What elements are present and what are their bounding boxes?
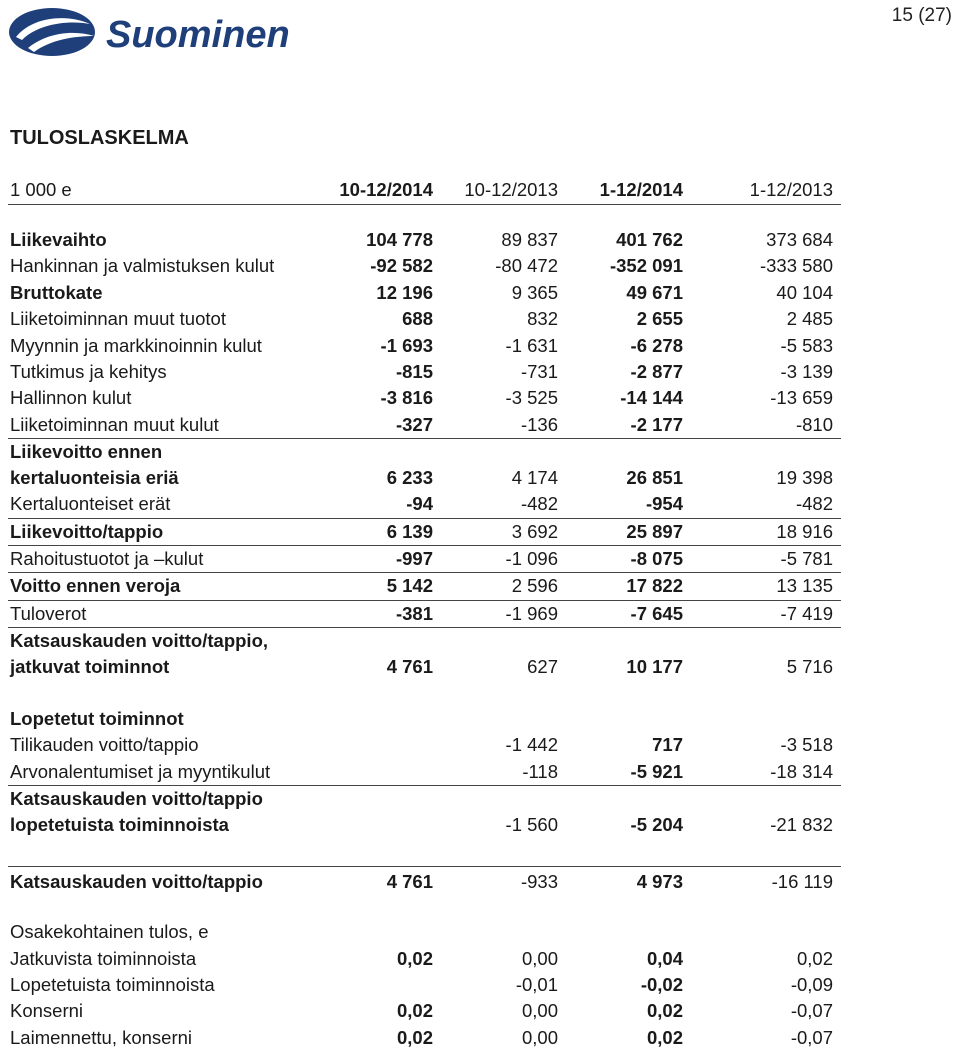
row-label: Myynnin ja markkinoinnin kulut [10, 334, 262, 356]
cell: -3 139 [780, 360, 833, 382]
cell: -333 580 [759, 255, 833, 277]
cell: 627 [527, 656, 558, 678]
cell: 688 [402, 308, 433, 330]
cell: 0,00 [521, 1026, 558, 1048]
cell: 4 174 [511, 467, 558, 489]
cell: -1 560 [505, 814, 558, 836]
table-row [8, 546, 841, 573]
row-label: Katsauskauden voitto/tappio lopetetuista toiminnoista [10, 788, 263, 836]
row-label: Katsauskauden voitto/tappio [10, 871, 263, 893]
logo-mark-icon [9, 8, 95, 56]
cell: -0,02 [640, 974, 683, 996]
cell: -2 177 [630, 413, 683, 435]
cell: 3 692 [511, 520, 558, 542]
cell: -1 442 [505, 734, 558, 756]
cell: -731 [520, 360, 558, 382]
cell: 25 897 [626, 520, 683, 542]
cell: 18 916 [776, 520, 833, 542]
table-row [8, 1025, 841, 1051]
cell: -1 631 [505, 334, 558, 356]
cell: 6 233 [386, 467, 433, 489]
row-label: Hankinnan ja valmistuksen kulut [10, 255, 275, 277]
cell: -136 [520, 413, 558, 435]
table-row [8, 227, 841, 253]
cell: 6 139 [386, 520, 433, 542]
col-header-3: 1-12/2014 [599, 179, 683, 200]
col-header-4: 1-12/2013 [749, 179, 833, 200]
table-row [8, 359, 841, 385]
cell: -1 096 [505, 547, 558, 569]
cell: 40 104 [776, 281, 833, 303]
col-header-1: 10-12/2014 [339, 179, 433, 200]
cell: -3 525 [505, 387, 558, 409]
row-label: Konserni [10, 1000, 84, 1022]
cell: 104 778 [366, 229, 433, 250]
cell: -933 [520, 871, 558, 893]
cell: 0,02 [396, 1000, 433, 1022]
cell: 0,04 [646, 947, 683, 969]
table-header [8, 172, 841, 205]
cell: 2 485 [786, 308, 833, 330]
cell: 0,02 [646, 1026, 683, 1048]
total-row [8, 867, 841, 897]
cell: -0,07 [790, 1000, 833, 1022]
row-label: Jatkuvista toiminnoista [10, 947, 197, 969]
cell: -13 659 [770, 387, 833, 409]
section-heading-discontinued [8, 706, 841, 732]
table-row [8, 786, 841, 838]
cell: -14 144 [620, 387, 683, 409]
table-row [8, 491, 841, 518]
cell: -810 [795, 413, 833, 435]
cell: -815 [395, 360, 433, 382]
cell: 0,02 [646, 1000, 683, 1022]
table-row [8, 519, 841, 546]
cell: 9 365 [511, 281, 558, 303]
cell: 2 655 [636, 308, 683, 330]
cell: 0,02 [396, 1026, 433, 1048]
row-label: Voitto ennen veroja [10, 575, 181, 597]
cell: 49 671 [626, 281, 683, 303]
cell: 5 142 [386, 575, 433, 597]
cell: -94 [406, 493, 433, 515]
cell: -16 119 [771, 871, 833, 893]
table-row [8, 628, 841, 680]
row-label: Rahoitustuotot ja –kulut [10, 547, 204, 569]
table-row [8, 412, 841, 439]
cell: -2 877 [630, 360, 683, 382]
table-row [8, 998, 841, 1024]
row-label: Liikevaihto [10, 229, 107, 250]
cell: 2 596 [511, 575, 558, 597]
cell: 4 973 [636, 871, 683, 893]
cell: -7 645 [630, 602, 683, 624]
cell: 0,00 [521, 947, 558, 969]
cell: -7 419 [780, 602, 833, 624]
cell: -118 [522, 760, 558, 782]
cell: 26 851 [626, 467, 683, 489]
row-label: Tutkimus ja kehitys [10, 360, 167, 382]
unit-label: 1 000 e [10, 179, 72, 200]
table-row [8, 439, 841, 491]
row-label: Tuloverot [10, 602, 87, 624]
cell: 12 196 [376, 281, 433, 303]
table-row [8, 280, 841, 306]
section-label: Lopetetut toiminnot [10, 708, 184, 730]
table-row [8, 333, 841, 359]
row-label: Lopetetuista toiminnoista [10, 974, 215, 996]
income-statement-table [8, 172, 841, 1051]
table-row [8, 972, 841, 998]
row-label: Tilikauden voitto/tappio [10, 734, 199, 756]
cell: 17 822 [626, 575, 683, 597]
cell: 0,02 [796, 947, 833, 969]
page-number: 15 (27) [891, 5, 952, 26]
cell: -0,07 [790, 1026, 833, 1048]
cell: 5 716 [786, 656, 833, 678]
cell: 10 177 [626, 656, 683, 678]
row-label: Katsauskauden voitto/tappio, jatkuvat toiminnot [10, 630, 269, 678]
cell: -0,01 [515, 974, 558, 996]
cell: -5 921 [630, 760, 683, 782]
col-header-2: 10-12/2013 [464, 179, 558, 200]
suominen-logo [8, 6, 320, 58]
table-row [8, 385, 841, 411]
cell: 717 [652, 734, 683, 756]
cell: 0,02 [396, 947, 433, 969]
cell: -482 [520, 493, 558, 515]
cell: -5 781 [780, 547, 833, 569]
cell: -5 204 [630, 814, 683, 836]
cell: 401 762 [616, 229, 683, 250]
cell: -381 [395, 602, 433, 624]
table-row [8, 253, 841, 279]
cell: -8 075 [630, 547, 683, 569]
section-label: Osakekohtainen tulos, e [10, 921, 209, 943]
table-row [8, 573, 841, 600]
cell: 89 837 [501, 229, 558, 250]
cell: -18 314 [770, 760, 833, 782]
cell: -1 969 [505, 602, 558, 624]
cell: -1 693 [380, 334, 433, 356]
cell: -997 [395, 547, 433, 569]
table-row [8, 732, 841, 758]
section-heading-eps [8, 919, 841, 945]
cell: -5 583 [780, 334, 833, 356]
cell: -327 [395, 413, 433, 435]
cell: -3 518 [780, 734, 833, 756]
cell: -3 816 [380, 387, 433, 409]
cell: -6 278 [630, 334, 683, 356]
cell: -92 582 [370, 255, 433, 277]
row-label: Liiketoiminnan muut tuotot [10, 308, 226, 330]
table-row [8, 306, 841, 332]
row-label: Laimennettu, konserni [10, 1026, 193, 1048]
row-label: Bruttokate [10, 281, 103, 303]
row-label: Liiketoiminnan muut kulut [10, 413, 219, 435]
row-label: Hallinnon kulut [10, 387, 132, 409]
cell: 0,00 [521, 1000, 558, 1022]
row-label: Arvonalentumiset ja myyntikulut [10, 760, 271, 782]
cell: -482 [795, 493, 833, 515]
row-label: Kertaluonteiset erät [10, 493, 171, 515]
logo-wordmark: Suominen [106, 14, 290, 56]
cell: 13 135 [776, 575, 833, 597]
cell: 832 [527, 308, 558, 330]
cell: 19 398 [776, 467, 833, 489]
table-row [8, 759, 841, 786]
cell: -954 [645, 493, 683, 515]
cell: -0,09 [790, 974, 833, 996]
table-row [8, 946, 841, 972]
row-label: Liikevoitto/tappio [10, 520, 164, 542]
cell: 4 761 [386, 656, 433, 678]
cell: -352 091 [609, 255, 683, 277]
cell: 4 761 [386, 871, 433, 893]
table-row [8, 601, 841, 628]
cell: -80 472 [495, 255, 558, 277]
cell: 373 684 [766, 229, 833, 250]
cell: -21 832 [770, 814, 833, 836]
page-title: TULOSLASKELMA [10, 127, 189, 149]
row-label: Liikevoitto ennen kertaluonteisia eriä [10, 441, 179, 489]
